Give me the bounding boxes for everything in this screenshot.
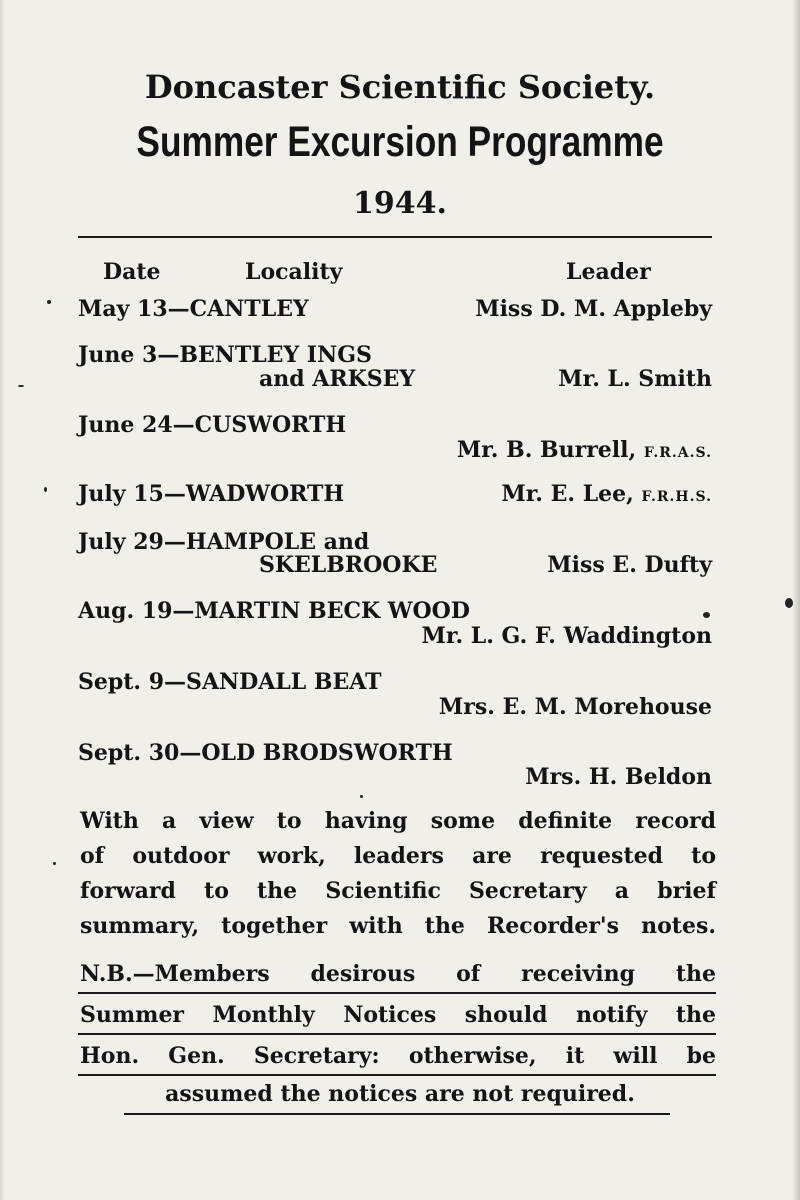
print-speck — [703, 612, 710, 618]
excursion-leader: Mr. L. Smith — [558, 366, 712, 392]
excursion-leader: Mrs. E. M. Morehouse — [438, 694, 712, 720]
print-speck — [53, 862, 56, 865]
excursion-place-continued: and ARKSEY — [259, 366, 416, 392]
column-heading-locality: Locality — [245, 259, 343, 285]
excursion-place-continued: SKELBROOKE — [259, 552, 438, 578]
excursion-leader: Mrs. H. Beldon — [525, 764, 712, 790]
excursion-leader: Mr. L. G. F. Waddington — [421, 623, 712, 649]
header-rule — [78, 236, 712, 238]
nb-line: Summer Monthly Notices should notify the — [80, 1002, 716, 1028]
notice-line: With a view to having some definite record — [80, 808, 716, 834]
nb-line: assumed the notices are not required. — [165, 1081, 635, 1107]
excursion-date-place: Aug. 19—MARTIN BECK WOOD — [78, 598, 470, 624]
print-speck — [18, 385, 24, 387]
excursion-leader: Miss E. Dufty — [547, 552, 712, 578]
notice-line: forward to the Scientific Secretary a brief — [80, 878, 716, 904]
excursion-leader: Mr. E. Lee, F.R.H.S. — [501, 481, 712, 507]
nb-underline — [124, 1113, 670, 1115]
print-speck — [360, 795, 363, 798]
excursion-date-place: June 24—CUSWORTH — [78, 412, 347, 438]
excursion-leader: Miss D. M. Appleby — [475, 296, 712, 322]
print-speck — [44, 487, 47, 492]
notice-line: of outdoor work, leaders are requested to — [80, 843, 716, 869]
excursion-date-place: July 15—WADWORTH — [78, 481, 345, 507]
print-speck — [785, 598, 793, 608]
excursion-date-place: June 3—BENTLEY INGS — [78, 342, 372, 368]
print-speck — [47, 300, 51, 304]
column-heading-leader: Leader — [566, 259, 651, 285]
excursion-date-place: July 29—HAMPOLE and — [78, 529, 370, 555]
excursion-date-place: Sept. 30—OLD BRODSWORTH — [78, 740, 453, 766]
page-edge-left — [0, 0, 5, 1200]
programme-title: Summer Excursion Programme — [136, 118, 664, 166]
excursion-date-place: May 13—CANTLEY — [78, 296, 309, 322]
nb-line: Hon. Gen. Secretary: otherwise, it will be — [80, 1043, 716, 1069]
nb-underline — [78, 992, 716, 994]
programme-year: 1944. — [353, 186, 447, 221]
notice-line: summary, together with the Recorder's notes. — [80, 913, 716, 939]
nb-underline — [78, 1074, 716, 1076]
nb-underline — [78, 1033, 716, 1035]
column-heading-date: Date — [103, 259, 161, 285]
excursion-leader: Mr. B. Burrell, F.R.A.S. — [456, 437, 712, 463]
page-edge-right — [792, 0, 800, 1200]
nb-line: N.B.—Members desirous of receiving the — [80, 961, 716, 987]
leader-honours: F.R.H.S. — [641, 489, 712, 505]
society-name: Doncaster Scientific Society. — [144, 68, 656, 106]
excursion-date-place: Sept. 9—SANDALL BEAT — [78, 669, 382, 695]
leader-honours: F.R.A.S. — [643, 445, 712, 461]
